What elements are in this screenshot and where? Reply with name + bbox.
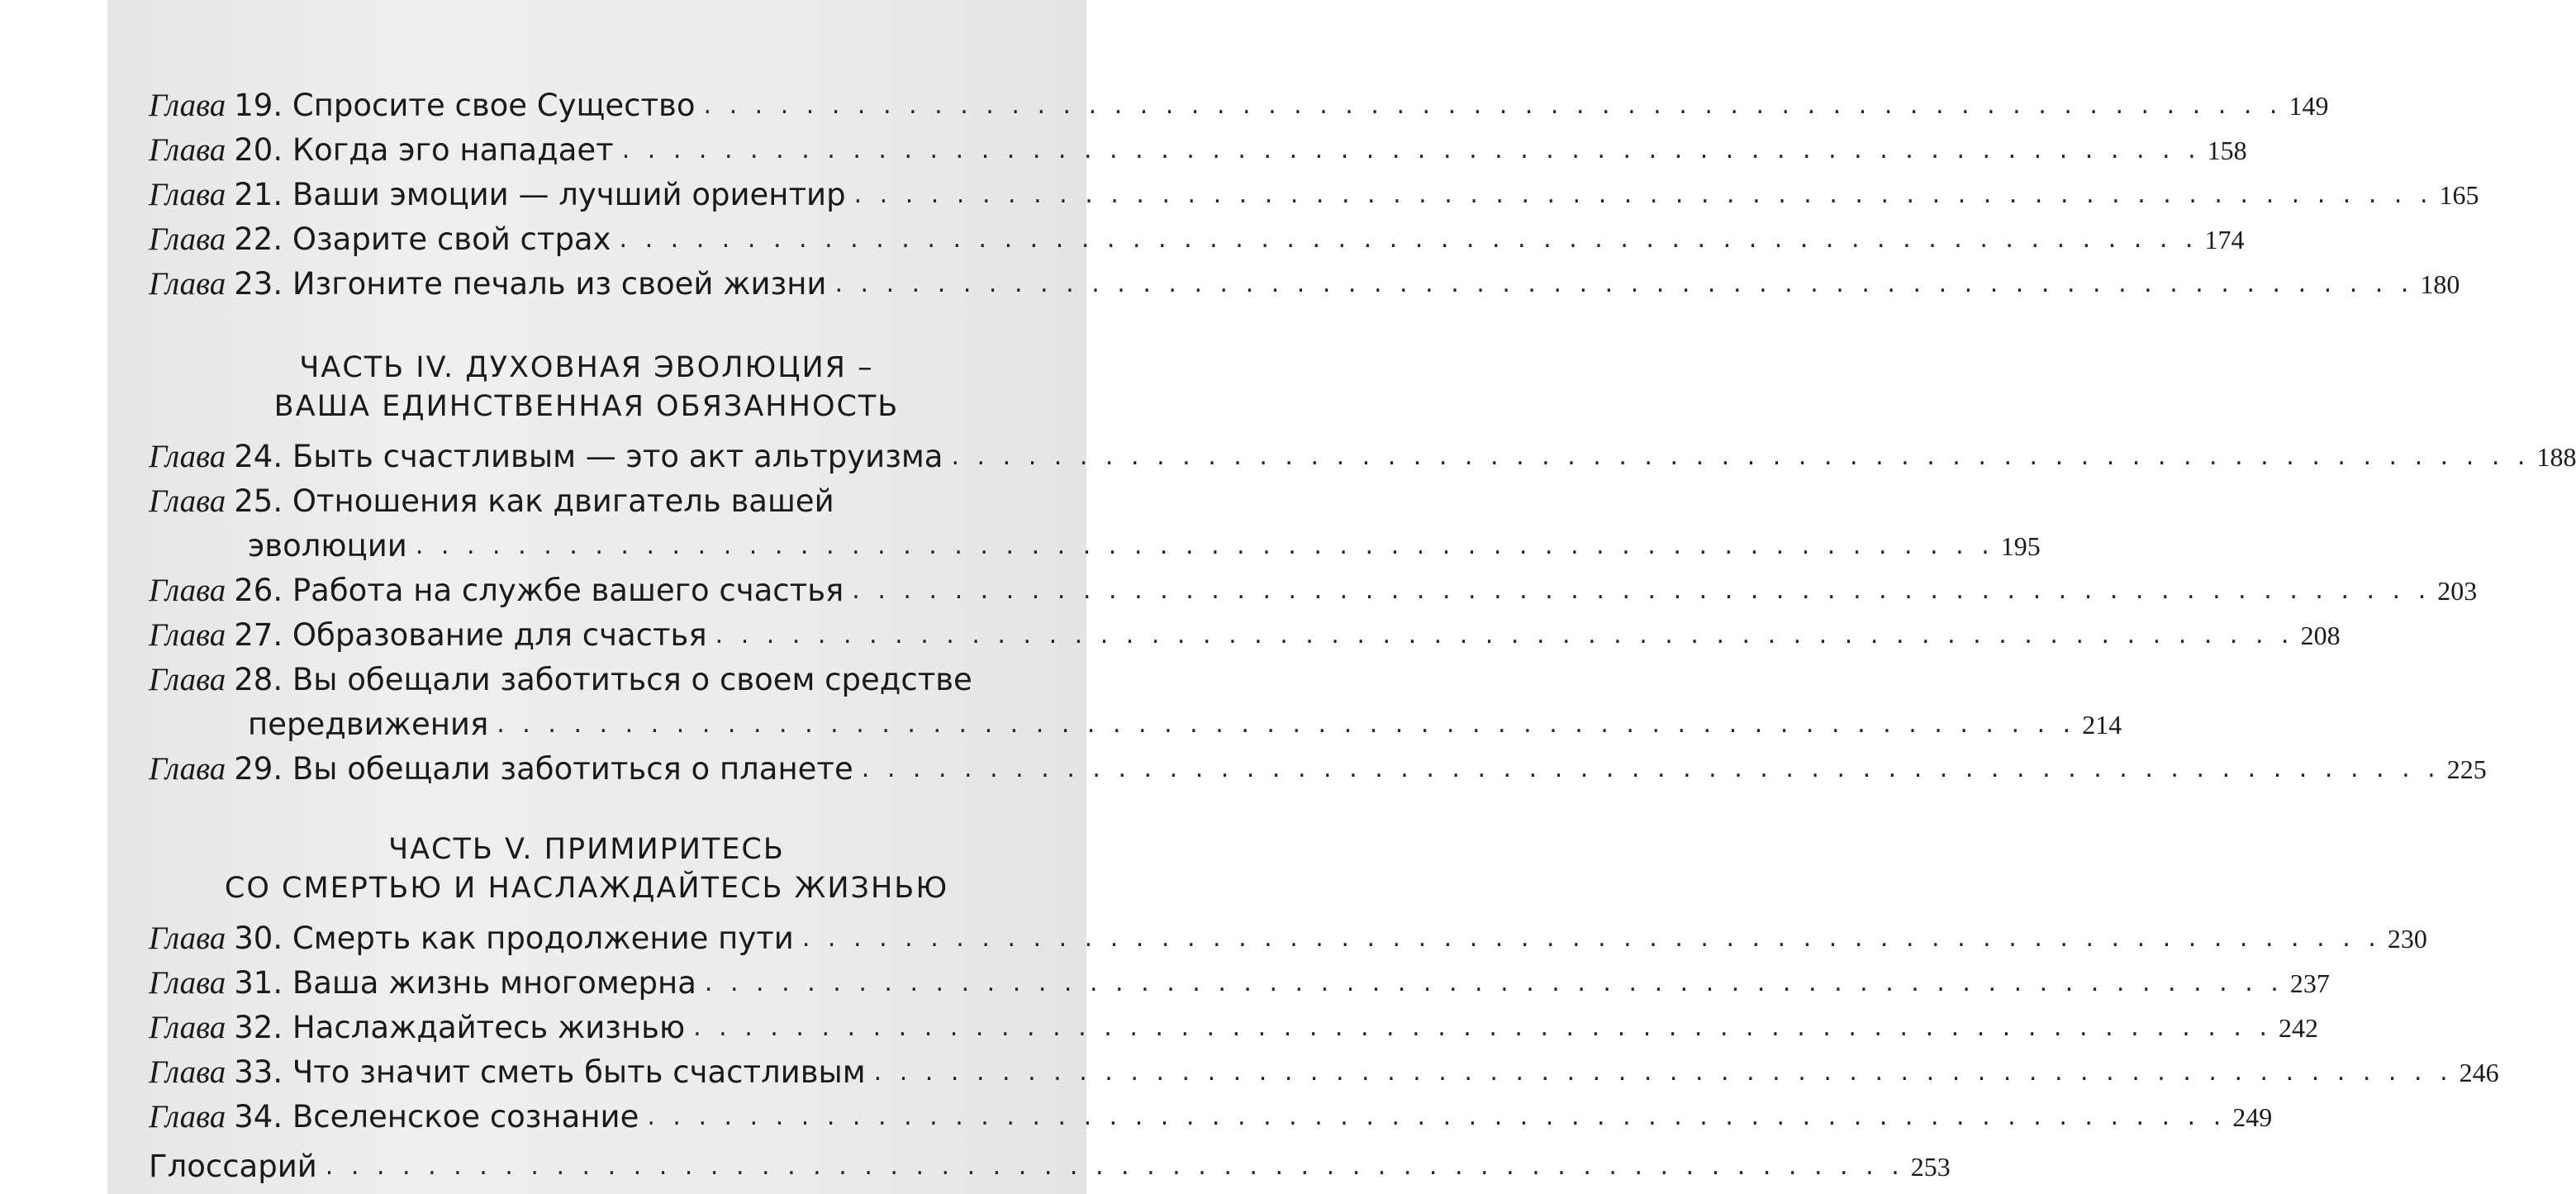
page-number: 174 [2204,225,2245,254]
leader-dots: . . . . . . . . . . . . . . . . . . . . . . . . . . . . . . . . . . . . . . . . . . . . . . . . . . . . . . . . . . . . . . [325,1152,1904,1181]
chapter-title: Что значит сметь быть счастливым [292,1054,866,1090]
chapter-number: 30. [234,920,283,956]
chapter-title: Изгоните печаль из своей жизни [292,266,827,302]
glossary-title: Глоссарий [149,1149,317,1184]
chapter-label: Глава [149,221,226,257]
chapter-title-continued: эволюции [248,528,407,564]
chapter-title: Ваша жизнь многомерна [292,965,696,1001]
leader-dots: . . . . . . . . . . . . . . . . . . . . . . . . . . . . . . . . . . . . . . . . . . . . . . . . . . . . . . . . . . . . . . [873,1058,2453,1087]
toc-entry-19 [149,84,2329,127]
chapter-number: 26. [234,573,283,608]
chapter-number: 19. [234,88,283,123]
page-number: 230 [2387,924,2427,954]
chapter-title: Вселенское сознание [292,1099,639,1135]
chapter-title: Смерть как продолжение пути [292,920,794,956]
part-5-heading-line-1: ЧАСТЬ V. ПРИМИРИТЕСЬ [388,833,785,866]
chapter-title: Быть счастливым — это акт альтруизма [292,439,943,474]
table-of-contents [149,0,2576,1194]
chapter-label: Глава [149,266,226,302]
chapter-label: Глава [149,1099,226,1135]
leader-dots: . . . . . . . . . . . . . . . . . . . . . . . . . . . . . . . . . . . . . . . . . . . . . . . . . . . . . . . . . . . . . . [415,531,1994,560]
page-number: 214 [2082,710,2122,740]
leader-dots: . . . . . . . . . . . . . . . . . . . . . . . . . . . . . . . . . . . . . . . . . . . . . . . . . . . . . . . . . . . . . . [703,91,2283,120]
chapter-label: Глава [149,132,226,168]
chapter-number: 24. [234,439,283,474]
chapter-label: Глава [149,920,226,956]
leader-dots: . . . . . . . . . . . . . . . . . . . . . . . . . . . . . . . . . . . . . . . . . . . . . . . . . . . . . . . . . . . . . . [853,180,2433,209]
leader-dots: . . . . . . . . . . . . . . . . . . . . . . . . . . . . . . . . . . . . . . . . . . . . . . . . . . . . . . . . . . . . . . [834,269,2414,298]
page-number: 242 [2279,1013,2319,1043]
toc-entry-20 [149,129,2247,172]
toc-entry-28 [149,659,1024,702]
toc-entry-25-continued [149,525,2041,568]
chapter-number: 20. [234,132,283,168]
chapter-number: 21. [234,177,283,212]
leader-dots: . . . . . . . . . . . . . . . . . . . . . . . . . . . . . . . . . . . . . . . . . . . . . . . . . . . . . . . . . . . . . . [647,1102,2227,1131]
chapter-title: Озарите свой страх [292,221,611,257]
toc-entry-25 [149,480,1024,523]
toc-entry-31 [149,962,2330,1005]
page-number: 208 [2300,621,2341,650]
chapter-label: Глава [149,483,226,519]
page-number: 225 [2446,754,2487,784]
chapter-number: 25. [234,483,283,519]
chapter-label: Глава [149,88,226,123]
page-number: 237 [2289,968,2330,998]
chapter-title: Вы обещали заботиться о своем средстве [292,662,972,697]
chapter-title: Когда эго нападает [292,132,614,168]
chapter-number: 28. [234,662,283,697]
toc-entry-23 [149,263,2460,306]
toc-entry-27 [149,614,2341,657]
chapter-label: Глава [149,177,226,212]
chapter-label: Глава [149,965,226,1001]
leader-dots: . . . . . . . . . . . . . . . . . . . . . . . . . . . . . . . . . . . . . . . . . . . . . . . . . . . . . . . . . . . . . . [801,924,2381,953]
leader-dots: . . . . . . . . . . . . . . . . . . . . . . . . . . . . . . . . . . . . . . . . . . . . . . . . . . . . . . . . . . . . . . [619,225,2198,254]
chapter-label: Глава [149,617,226,653]
chapter-number: 33. [234,1054,283,1090]
toc-entry-32 [149,1006,2319,1049]
part-5-heading-line-2: СО СМЕРТЬЮ И НАСЛАЖДАЙТЕСЬ ЖИЗНЬЮ [224,872,949,905]
page-number: 180 [2420,269,2460,299]
toc-entry-22 [149,218,2245,261]
chapter-number: 22. [234,221,283,257]
chapter-title: Наслаждайтесь жизнью [292,1010,686,1045]
page-number: 149 [2288,91,2329,121]
chapter-title: Вы обещали заботиться о планете [292,751,853,787]
leader-dots: . . . . . . . . . . . . . . . . . . . . . . . . . . . . . . . . . . . . . . . . . . . . . . . . . . . . . . . . . . . . . . [861,754,2441,783]
chapter-number: 29. [234,751,283,787]
chapter-title: Отношения как двигатель вашей [292,483,834,519]
part-4-heading-line-1: ЧАСТЬ IV. ДУХОВНАЯ ЭВОЛЮЦИЯ – [299,351,874,384]
page-number: 165 [2439,180,2479,210]
leader-dots: . . . . . . . . . . . . . . . . . . . . . . . . . . . . . . . . . . . . . . . . . . . . . . . . . . . . . . . . . . . . . . [621,136,2201,164]
chapter-number: 34. [234,1099,283,1135]
toc-entry-33 [149,1051,2499,1094]
chapter-title: Работа на службе вашего счастья [292,573,844,608]
toc-entry-30 [149,917,2427,960]
page-number: 203 [2437,576,2478,606]
page-number: 158 [2207,136,2247,165]
leader-dots: . . . . . . . . . . . . . . . . . . . . . . . . . . . . . . . . . . . . . . . . . . . . . . . . . . . . . . . . . . . . . . [497,710,2076,739]
page-number: 249 [2232,1102,2273,1132]
chapter-number: 27. [234,617,283,653]
page-number: 188 [2536,442,2576,472]
toc-entry-29 [149,748,2487,791]
chapter-title: Образование для счастья [292,617,707,653]
chapter-title: Ваши эмоции — лучший ориентир [292,177,846,212]
chapter-label: Глава [149,573,226,608]
chapter-number: 23. [234,266,283,302]
toc-entry-24 [149,435,2576,478]
page-number: 253 [1910,1152,1951,1182]
leader-dots: . . . . . . . . . . . . . . . . . . . . . . . . . . . . . . . . . . . . . . . . . . . . . . . . . . . . . . . . . . . . . . [693,1013,2273,1042]
toc-entry-34 [149,1096,2273,1139]
chapter-number: 32. [234,1010,283,1045]
chapter-label: Глава [149,751,226,787]
leader-dots: . . . . . . . . . . . . . . . . . . . . . . . . . . . . . . . . . . . . . . . . . . . . . . . . . . . . . . . . . . . . . . [852,576,2431,605]
page-number: 195 [2000,531,2041,561]
leader-dots: . . . . . . . . . . . . . . . . . . . . . . . . . . . . . . . . . . . . . . . . . . . . . . . . . . . . . . . . . . . . . . [951,442,2531,471]
toc-entry-21 [149,174,2479,216]
chapter-title: Спросите свое Существо [292,88,696,123]
chapter-label: Глава [149,439,226,474]
toc-entry-26 [149,569,2478,612]
chapter-label: Глава [149,662,226,697]
leader-dots: . . . . . . . . . . . . . . . . . . . . . . . . . . . . . . . . . . . . . . . . . . . . . . . . . . . . . . . . . . . . . . [715,621,2294,649]
chapter-label: Глава [149,1054,226,1090]
leader-dots: . . . . . . . . . . . . . . . . . . . . . . . . . . . . . . . . . . . . . . . . . . . . . . . . . . . . . . . . . . . . . . [704,968,2284,997]
toc-entry-28-continued [149,703,2122,746]
part-4-heading-line-2: ВАША ЕДИНСТВЕННАЯ ОБЯЗАННОСТЬ [273,390,900,423]
toc-entry-glossary [149,1145,1951,1188]
chapter-label: Глава [149,1010,226,1045]
chapter-number: 31. [234,965,283,1001]
page-number: 246 [2459,1058,2499,1087]
chapter-title-continued: передвижения [248,706,489,742]
